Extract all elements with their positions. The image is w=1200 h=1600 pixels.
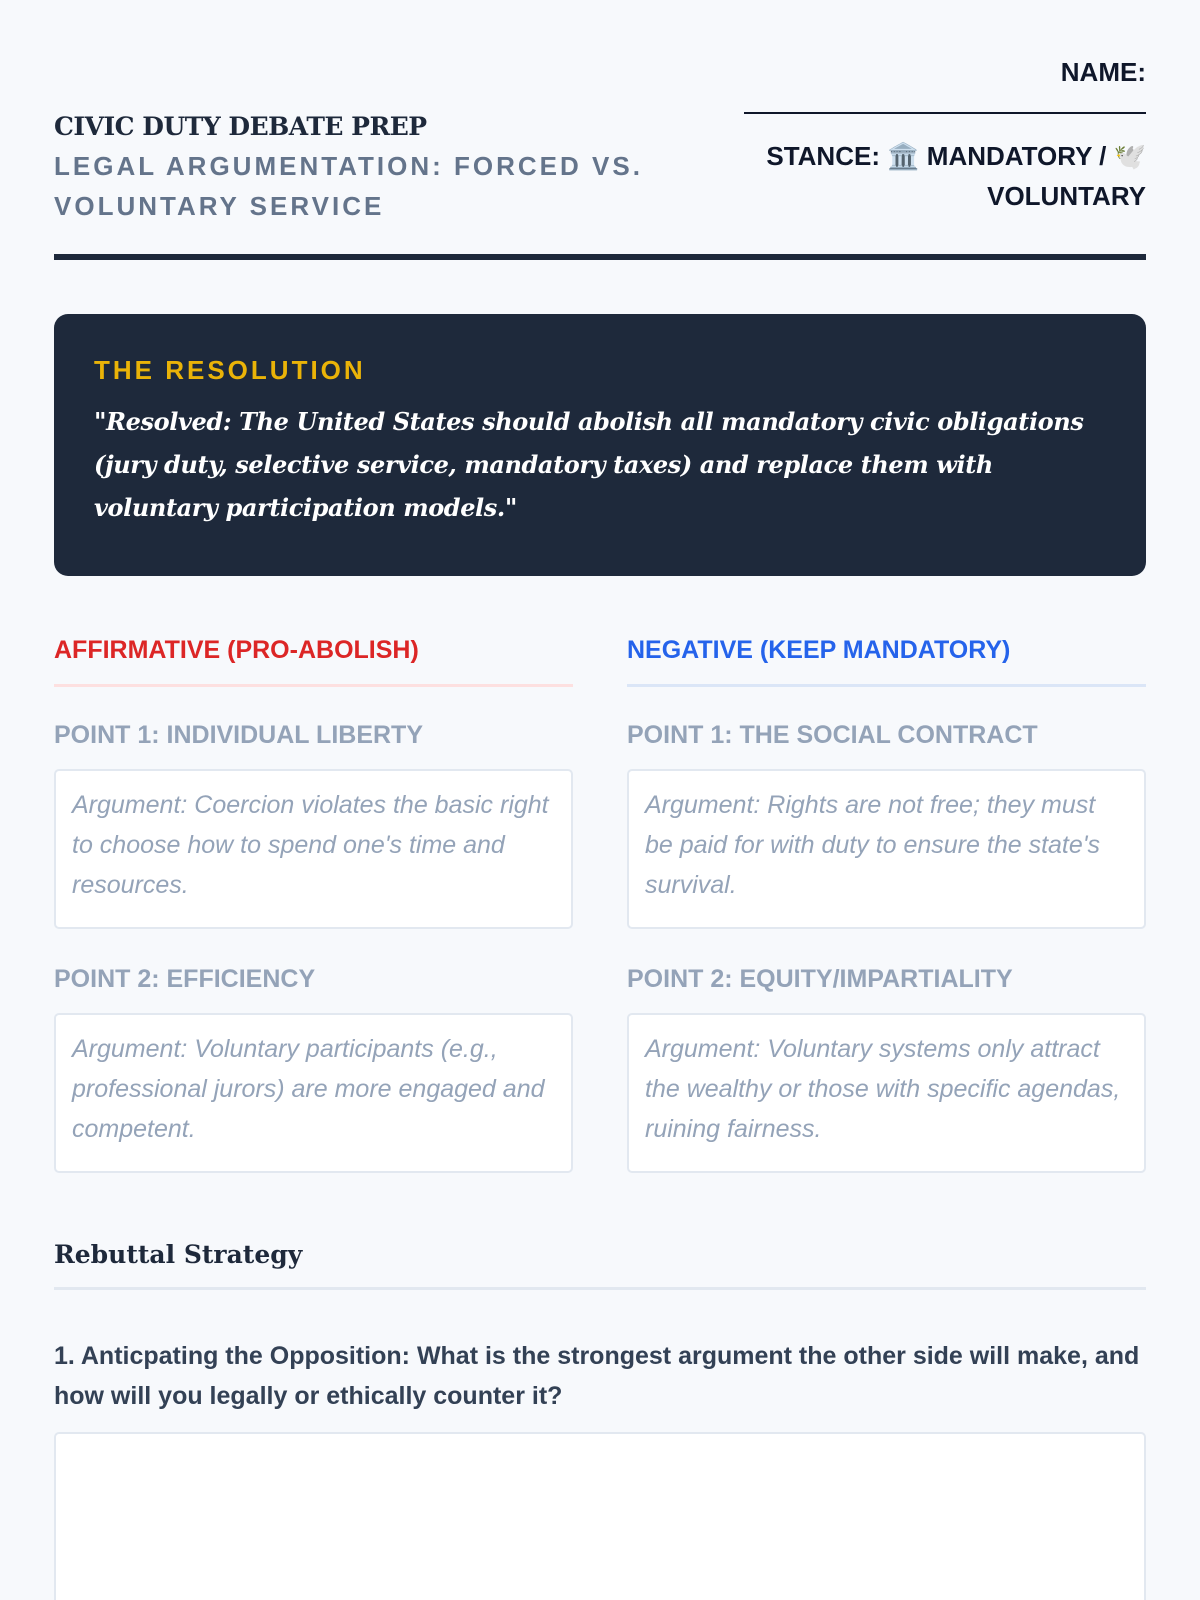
rebuttal-answer-field[interactable]	[54, 1432, 1146, 1600]
negative-point-2-label: POINT 2: EQUITY/IMPARTIALITY	[627, 965, 1013, 993]
argument-columns	[54, 630, 1146, 1173]
title-block	[54, 108, 654, 226]
negative-point-2-field[interactable]: Argument: Voluntary systems only attract the wealthy or those with specific agendas, ruining fairness.	[627, 1013, 1146, 1173]
negative-point-1-label: POINT 1: THE SOCIAL CONTRACT	[627, 721, 1038, 749]
stance-label: STANCE: 🏛️ MANDATORY / 🕊️ VOLUNTARY	[766, 141, 1146, 211]
worksheet-header	[54, 0, 1146, 260]
rebuttal-heading: Rebuttal Strategy	[54, 1235, 1146, 1290]
negative-point-1-field[interactable]: Argument: Rights are not free; they must be paid for with duty to ensure the state's survival.	[627, 769, 1146, 929]
resolution-box	[54, 314, 1146, 576]
affirmative-point-1-field[interactable]: Argument: Coercion violates the basic right to choose how to spend one's time and resources.	[54, 769, 573, 929]
page-subtitle: LEGAL ARGUMENTATION: FORCED VS. VOLUNTARY SERVICE	[54, 151, 643, 221]
name-field-line[interactable]	[744, 112, 1146, 114]
resolution-text: "Resolved: The United States should abolish all mandatory civic obligations (jury duty, selective service, mandatory taxes) and replace them with voluntary participation models."	[94, 407, 1084, 522]
resolution-title: THE RESOLUTION	[94, 355, 366, 385]
name-label: NAME:	[1060, 57, 1146, 87]
student-meta	[726, 52, 1146, 216]
affirmative-point-2-label: POINT 2: EFFICIENCY	[54, 965, 316, 993]
affirmative-point-2-field[interactable]: Argument: Voluntary participants (e.g., professional jurors) are more engaged and competent.	[54, 1013, 573, 1173]
affirmative-column	[54, 630, 573, 1173]
negative-heading: NEGATIVE (KEEP MANDATORY)	[627, 630, 1146, 687]
negative-column	[627, 630, 1146, 1173]
rebuttal-question-1: 1. Anticpating the Opposition: What is the strongest argument the other side will make, and how will you legally or ethically counter it?	[54, 1342, 1140, 1410]
affirmative-point-1-label: POINT 1: INDIVIDUAL LIBERTY	[54, 721, 424, 749]
page-title: CIVIC DUTY DEBATE PREP	[54, 112, 427, 141]
affirmative-heading: AFFIRMATIVE (PRO-ABOLISH)	[54, 630, 573, 687]
